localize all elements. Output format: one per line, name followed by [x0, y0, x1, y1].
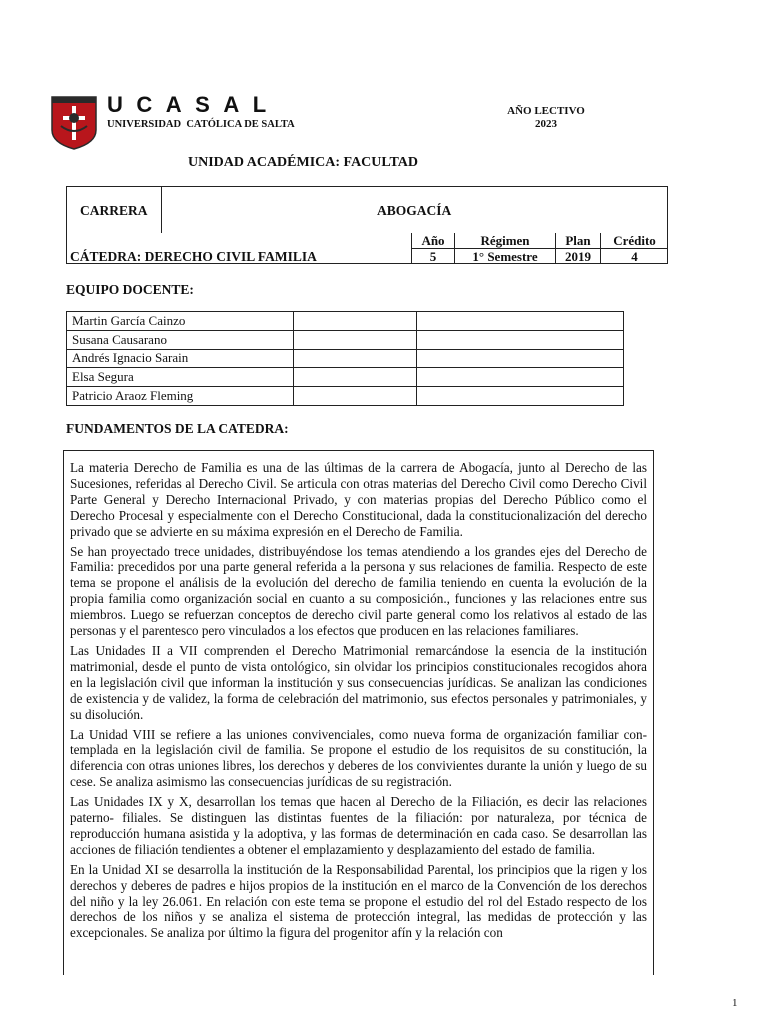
detail-credit-header: Crédito [601, 233, 668, 249]
detail-credit-value: 4 [631, 249, 638, 264]
detail-regime [454, 233, 555, 264]
unit-title: UNIDAD ACADÉMICA: FACULTAD [188, 155, 418, 170]
brand [107, 92, 295, 130]
fundamentos-paragraph: La Unidad VIII se refiere a las uniones convivenciales, como nueva forma de organización familiar con- templada en la legislación civil de familia. Se propone el estudio de los requisitos de su constitución, la diferencia con otras uniones libres, los derechos y deberes de los convivientes durante la unión y luego de su cese. Se analiza asimismo las consecuencias jurídicas de su registración. [70, 726, 647, 790]
academic-year [498, 105, 594, 131]
detail-regime-header: Régimen [455, 233, 555, 249]
table-cell-empty [417, 312, 624, 331]
page-number: 1 [732, 997, 738, 1009]
academic-year-label: AÑO LECTIVO [507, 105, 585, 117]
staff-member-name: Susana Causarano [67, 330, 294, 349]
table-row [67, 330, 624, 349]
detail-year-header: Año [412, 233, 454, 249]
staff-table [66, 311, 624, 406]
fundamentos-heading: FUNDAMENTOS DE LA CATEDRA: [66, 421, 289, 436]
table-cell-empty [417, 349, 624, 368]
fundamentos-paragraph: En la Unidad XI se desarrolla la institución de la Responsabilidad Parental, los principios que la rigen y los derechos y deberes de padres e hijos propios de la institución en el marco de la Convención de los derechos del niño y la ley 26.061. En relación con este tema se propone el estudio del rol del Estado respecto de los derechos de los niños y se analiza el sistema de protección integral, las medidas de protección y las excepcionales. Se analiza por último la figura del progenitor afín y la relación con [70, 861, 647, 941]
table-cell-empty [294, 387, 417, 406]
table-cell-empty [417, 368, 624, 387]
staff-member-name: Andrés Ignacio Sarain [67, 349, 294, 368]
fundamentos-paragraph: Las Unidades IX y X, desarrollan los temas que hacen al Derecho de la Filiación, es decir las relaciones paterno- filiales. Se distinguen las distintas fuentes de la filiación: por naturaleza, por técnica de reproducción humana asistida y la adoptiva, y las formas de determinación en cada caso. Se desarrollan las acciones de filiación tendientes a obtener el emplazamiento y desplazamiento del estado de familia. [70, 794, 647, 857]
table-cell-empty [294, 312, 417, 331]
table-cell-empty [294, 330, 417, 349]
detail-year-value: 5 [429, 249, 437, 264]
detail-plan-value: 2019 [565, 249, 591, 264]
table-row [67, 387, 624, 406]
detail-regime-value: 1° Semestre [472, 249, 538, 264]
career-label: CARRERA [80, 203, 148, 218]
fundamentos-paragraph: Las Unidades II a VII comprenden el Derecho Matrimonial remarcándose la esencia de la institución matrimonial, desde el punto de vista ontológico, sin olvidar los principios constitucionales recogidos ahora en la legislación civil que informan la institución y sus consecuencias jurídicas. Se analizan las condiciones de existencia y de validez, la forma de celebración del matrimonio, sus efectos personales y patrimoniales, y su disolución. [70, 642, 647, 722]
ucasal-shield-logo-icon [51, 96, 97, 150]
staff-member-name: Martin García Cainzo [67, 312, 294, 331]
table-row [67, 349, 624, 368]
career-divider [161, 187, 162, 233]
catedra-name: CÁTEDRA: DERECHO CIVIL FAMILIA [70, 249, 317, 264]
academic-year-value: 2023 [535, 118, 557, 130]
fundamentos-paragraph: La materia Derecho de Familia es una de las últimas de la carrera de Abogacía, junto al Derecho de las Sucesiones, referidas al Derecho Civil. Se articula con otras materias del Derecho Civil como Derecho Civil Parte General y Derecho Internacional Privado, y con materias propias del Derecho Público como el Derecho Procesal y especialmente con el Derecho Constitucional, dada la constitucionalización del derecho privado que se advierte en su máxima expresión en el Derecho de Familia. [70, 460, 647, 539]
table-cell-empty [417, 387, 624, 406]
brand-name: UCASAL [107, 92, 280, 117]
table-cell-empty [417, 330, 624, 349]
career-value: ABOGACÍA [377, 203, 452, 218]
brand-subtitle: UNIVERSIDAD CATÓLICA DE SALTA [107, 119, 295, 130]
detail-plan [555, 233, 600, 264]
detail-year [411, 233, 454, 264]
table-row [67, 312, 624, 331]
fundamentos-paragraph: Se han proyectado trece unidades, distribuyéndose los temas atendiendo a los grandes ejes del Derecho de Familia: precedidos por una parte general referida a la persona y sus relaciones de familia. Respecto de este tema se propone el análisis de la evolución del derecho de familia teniendo en cuenta la evolución de la propia familia como organización social en cuanto a su composición., funciones y las relaciones entre sus miembros. Luego se refuerzan conceptos de derecho civil parte general como los relativos al estado de las personas y el parentesco pero vinculados a los efectos que producen en las relaciones familiares. [70, 543, 647, 639]
staff-heading: EQUIPO DOCENTE: [66, 282, 194, 297]
table-cell-empty [294, 349, 417, 368]
table-cell-empty [294, 368, 417, 387]
detail-plan-header: Plan [556, 233, 600, 249]
course-box [66, 186, 668, 264]
staff-member-name: Elsa Segura [67, 368, 294, 387]
staff-member-name: Patricio Araoz Fleming [67, 387, 294, 406]
fundamentos-box [63, 450, 654, 975]
detail-credit [600, 233, 668, 264]
table-row [67, 368, 624, 387]
